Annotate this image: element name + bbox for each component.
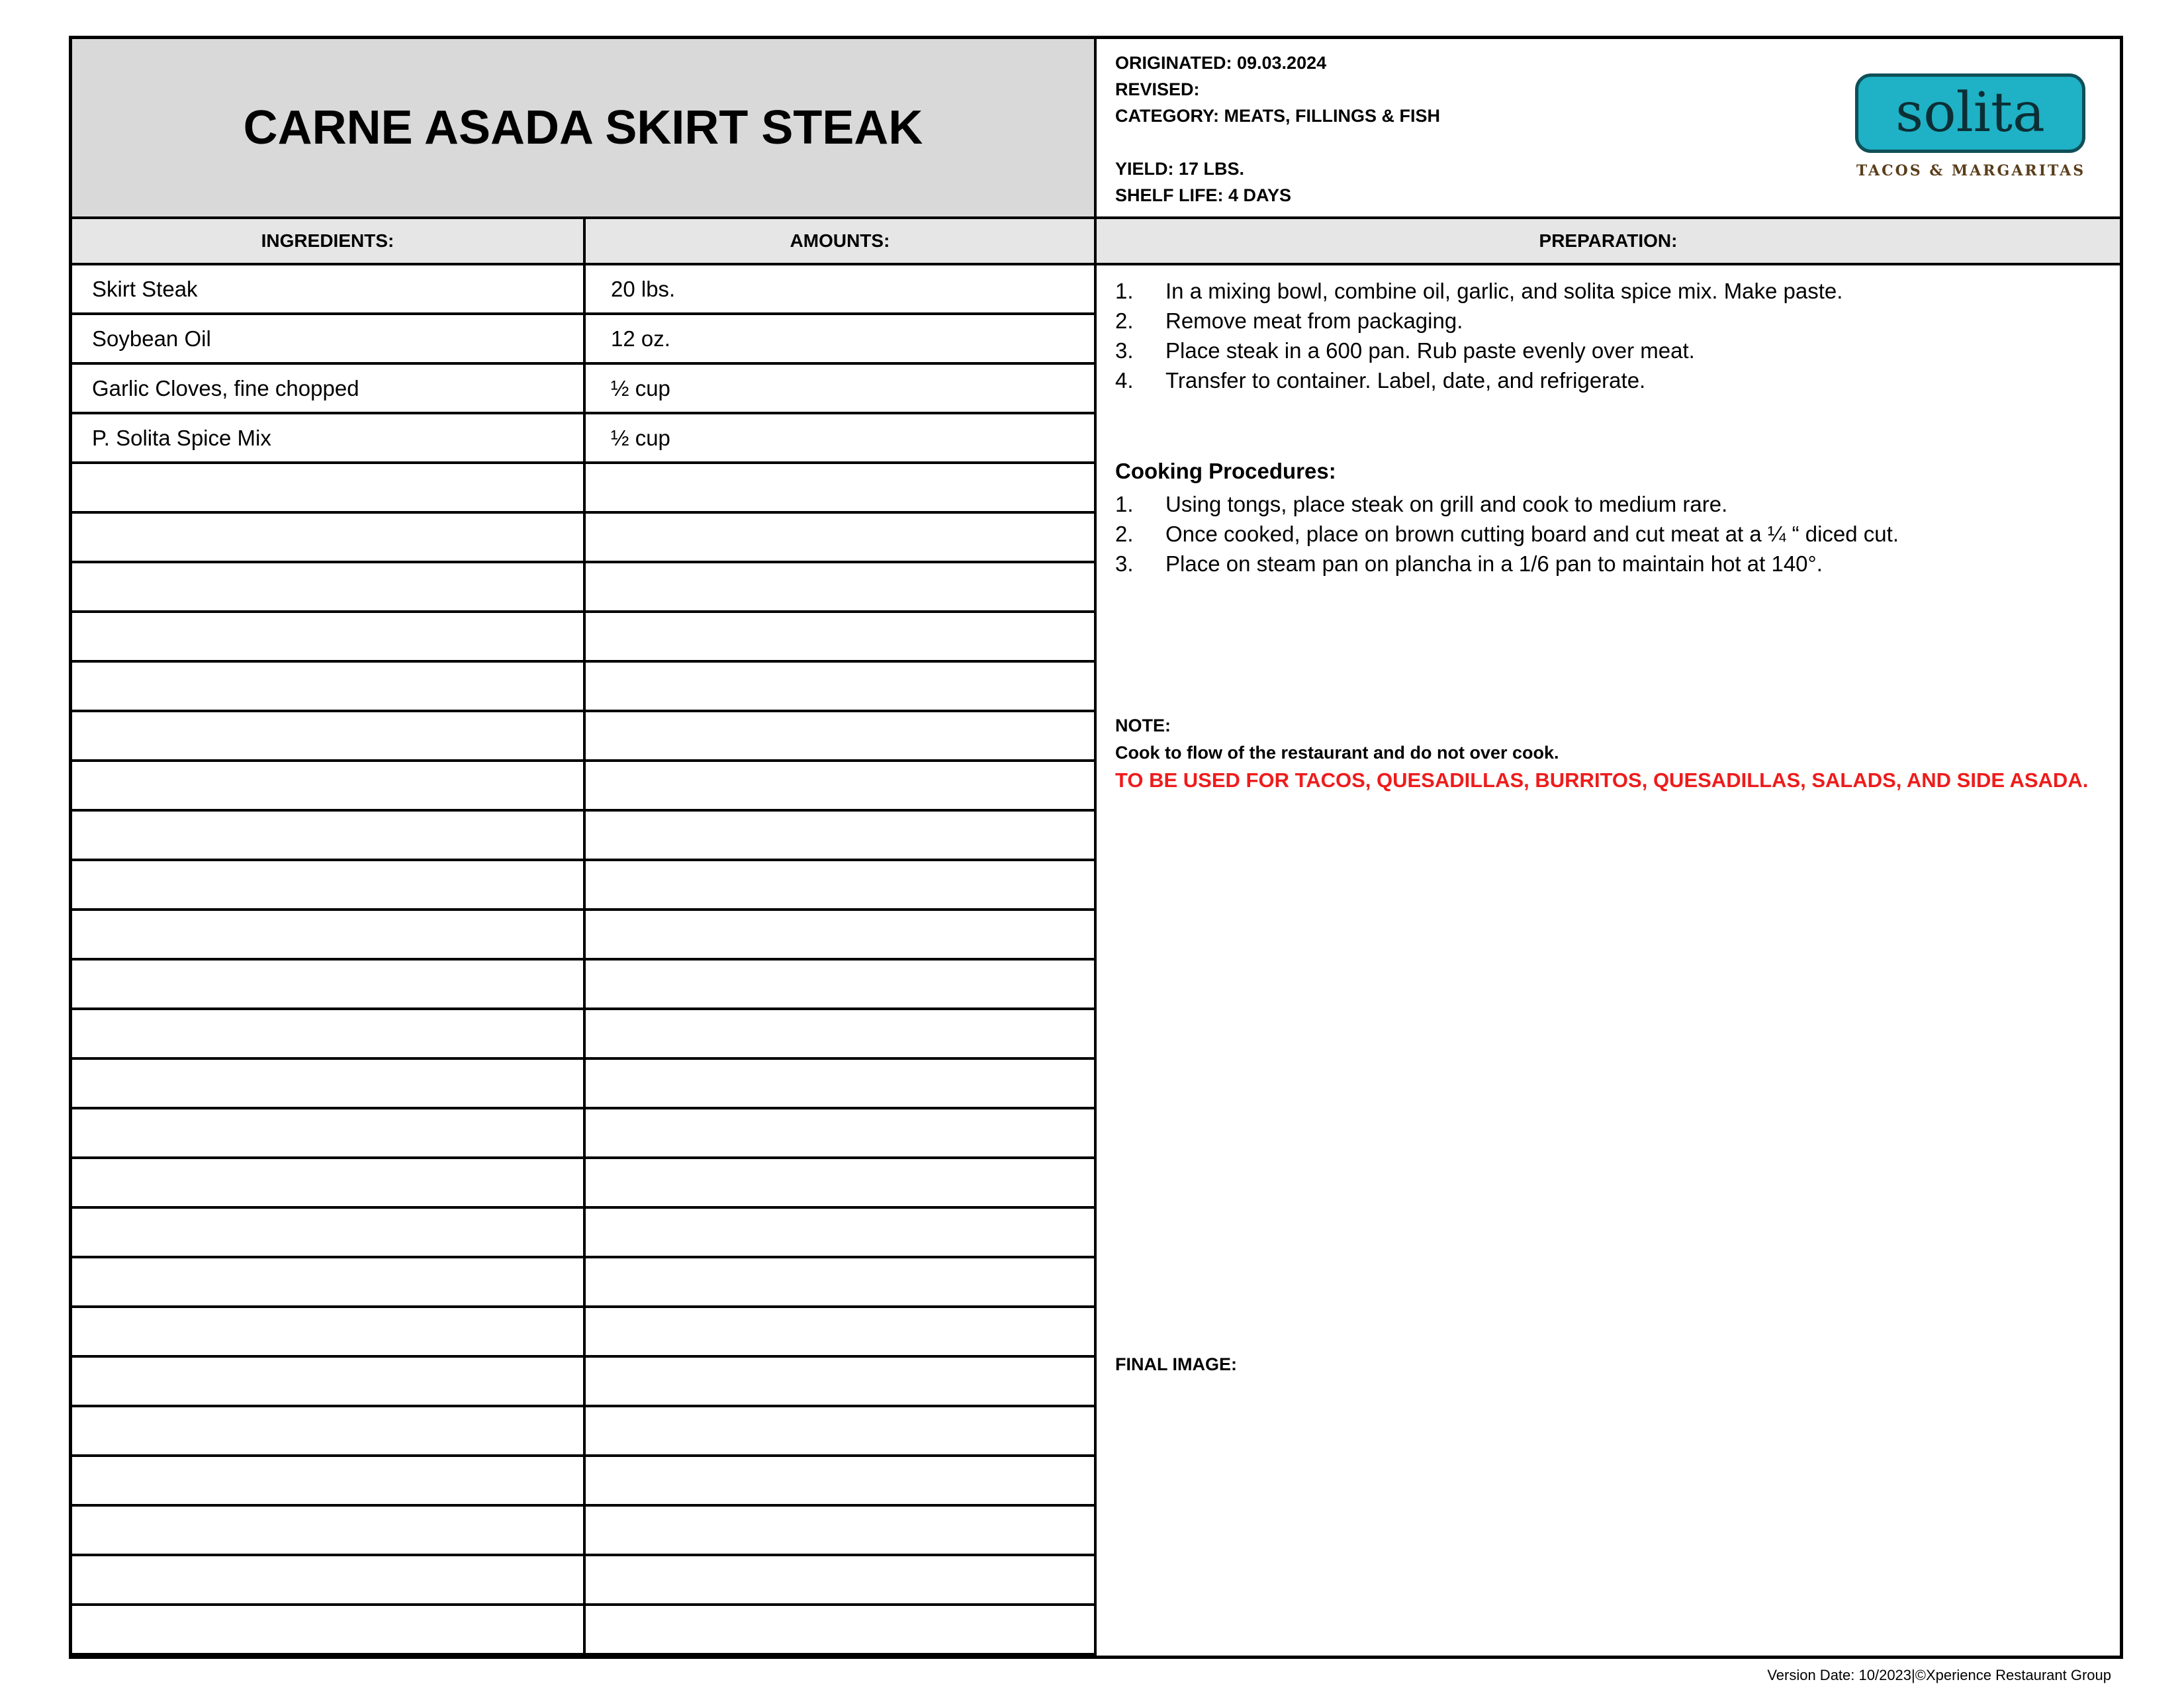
table-row <box>72 1258 1097 1308</box>
step-number: 1. <box>1115 279 1134 303</box>
step-number: 4. <box>1115 368 1134 393</box>
step-text: In a mixing bowl, combine oil, garlic, and solita spice mix. Make paste. <box>1165 279 1843 303</box>
ingredient-name <box>72 1457 586 1504</box>
ingredient-amount <box>586 1209 1097 1256</box>
ingredients-table <box>72 265 1097 1656</box>
logo-tagline: TACOS & MARGARITAS <box>1856 162 2086 179</box>
ingredient-amount <box>586 712 1097 759</box>
ingredient-name <box>72 563 586 610</box>
usage-warning: TO BE USED FOR TACOS, QUESADILLAS, BURRITOS, QUESADILLAS, SALADS, AND SIDE ASADA. <box>1115 769 2089 792</box>
ingredient-name: Skirt Steak <box>72 265 586 312</box>
originated-date: ORIGINATED: 09.03.2024 <box>1115 53 1327 73</box>
ingredient-name: Garlic Cloves, fine chopped <box>72 365 586 412</box>
ingredient-name <box>72 514 586 561</box>
recipe-title: CARNE ASADA SKIRT STEAK <box>243 101 923 154</box>
table-row <box>72 961 1097 1010</box>
ingredient-name <box>72 1407 586 1454</box>
final-image-label: FINAL IMAGE: <box>1115 1354 1237 1374</box>
ingredient-amount <box>586 762 1097 809</box>
shelf-life: SHELF LIFE: 4 DAYS <box>1115 185 1292 205</box>
logo-wordmark: solita <box>1895 81 2045 144</box>
step-text: Place steak in a 600 pan. Rub paste evenly over meat. <box>1165 338 1695 363</box>
table-row <box>72 365 1097 414</box>
yield: YIELD: 17 LBS. <box>1115 159 1245 179</box>
ingredient-amount <box>586 613 1097 660</box>
table-row <box>72 1159 1097 1209</box>
ingredient-amount <box>586 1258 1097 1305</box>
ingredient-amount <box>586 1358 1097 1405</box>
ingredient-amount <box>586 464 1097 511</box>
list-item <box>1115 489 2101 519</box>
ingredient-name <box>72 961 586 1008</box>
ingredient-amount <box>586 1606 1097 1653</box>
table-row <box>72 1308 1097 1358</box>
ingredient-name <box>72 1358 586 1405</box>
table-row <box>72 1556 1097 1606</box>
ingredient-name <box>72 1556 586 1603</box>
ingredient-name <box>72 1258 586 1305</box>
table-row <box>72 663 1097 712</box>
step-text: Transfer to container. Label, date, and refrigerate. <box>1165 368 1646 393</box>
cooking-procedures-title: Cooking Procedures: <box>1115 459 1336 483</box>
list-item <box>1115 306 2101 336</box>
table-row <box>72 911 1097 961</box>
list-item <box>1115 519 2101 549</box>
cooking-steps <box>1115 489 2101 579</box>
table-row <box>72 1457 1097 1507</box>
recipe-card <box>69 36 2123 1659</box>
table-row <box>72 762 1097 812</box>
ingredient-amount <box>586 1010 1097 1057</box>
ingredient-name <box>72 1010 586 1057</box>
meta-cell <box>1097 39 2120 219</box>
ingredient-name <box>72 1308 586 1355</box>
table-row <box>72 613 1097 663</box>
step-number: 3. <box>1115 551 1134 576</box>
table-row <box>72 563 1097 613</box>
ingredient-name <box>72 1060 586 1107</box>
step-number: 3. <box>1115 338 1134 363</box>
step-number: 2. <box>1115 308 1134 333</box>
table-row <box>72 1507 1097 1556</box>
table-row <box>72 1060 1097 1109</box>
ingredient-amount: ½ cup <box>586 365 1097 412</box>
ingredient-name <box>72 712 586 759</box>
table-row <box>72 514 1097 563</box>
ingredient-name <box>72 812 586 859</box>
table-row <box>72 712 1097 762</box>
table-row <box>72 861 1097 911</box>
table-row <box>72 1109 1097 1159</box>
table-row <box>72 1358 1097 1407</box>
solita-logo <box>1848 72 2093 224</box>
table-row <box>72 414 1097 464</box>
list-item <box>1115 365 2101 395</box>
ingredient-name <box>72 464 586 511</box>
table-row <box>72 265 1097 315</box>
step-text: Remove meat from packaging. <box>1165 308 1463 333</box>
ingredient-amount: 20 lbs. <box>586 265 1097 312</box>
ingredient-name <box>72 1209 586 1256</box>
ingredient-amount <box>586 1556 1097 1603</box>
revised-date: REVISED: <box>1115 79 1200 99</box>
list-item <box>1115 276 2101 306</box>
step-number: 2. <box>1115 522 1134 546</box>
ingredient-amount: 12 oz. <box>586 315 1097 362</box>
meta-info <box>1115 50 1440 209</box>
ingredient-amount <box>586 1457 1097 1504</box>
ingredient-amount: ½ cup <box>586 414 1097 461</box>
ingredient-amount <box>586 563 1097 610</box>
step-text: Place on steam pan on plancha in a 1/6 pan to maintain hot at 140°. <box>1165 551 1823 576</box>
ingredient-amount <box>586 514 1097 561</box>
ingredient-amount <box>586 961 1097 1008</box>
ingredient-amount <box>586 1060 1097 1107</box>
table-row <box>72 1407 1097 1457</box>
ingredient-name <box>72 1109 586 1156</box>
ingredient-amount <box>586 1109 1097 1156</box>
ingredient-name: P. Solita Spice Mix <box>72 414 586 461</box>
ingredient-name <box>72 762 586 809</box>
ingredient-amount <box>586 1308 1097 1355</box>
ingredient-name <box>72 613 586 660</box>
ingredient-amount <box>586 663 1097 710</box>
prep-steps <box>1115 276 2101 395</box>
ingredient-amount <box>586 861 1097 908</box>
ingredient-amount <box>586 1407 1097 1454</box>
list-item <box>1115 549 2101 579</box>
ingredient-name <box>72 911 586 958</box>
table-row <box>72 1010 1097 1060</box>
table-row <box>72 464 1097 514</box>
ingredient-name <box>72 861 586 908</box>
ingredient-name <box>72 1507 586 1554</box>
ingredient-name <box>72 1159 586 1206</box>
preparation-panel <box>1097 265 2120 1656</box>
ingredients-header: INGREDIENTS: <box>72 219 586 265</box>
step-text: Using tongs, place steak on grill and cook to medium rare. <box>1165 492 1728 516</box>
table-row <box>72 315 1097 365</box>
table-row <box>72 1209 1097 1258</box>
amounts-header: AMOUNTS: <box>586 219 1097 265</box>
ingredient-name <box>72 663 586 710</box>
step-text: Once cooked, place on brown cutting board and cut meat at a ¼ “ diced cut. <box>1165 522 1899 546</box>
category: CATEGORY: MEATS, FILLINGS & FISH <box>1115 106 1440 126</box>
preparation-header: PREPARATION: <box>1097 219 2120 265</box>
logo-badge <box>1855 73 2085 153</box>
table-row <box>72 1606 1097 1656</box>
table-row <box>72 812 1097 861</box>
ingredient-amount <box>586 1507 1097 1554</box>
ingredient-amount <box>586 1159 1097 1206</box>
list-item <box>1115 336 2101 365</box>
version-footer: Version Date: 10/2023|©Xperience Restaurant Group <box>1767 1667 2111 1683</box>
title-cell <box>72 39 1097 219</box>
step-number: 1. <box>1115 492 1134 516</box>
ingredient-name <box>72 1606 586 1653</box>
note-label: NOTE: <box>1115 716 1171 735</box>
ingredient-amount <box>586 911 1097 958</box>
ingredient-amount <box>586 812 1097 859</box>
note-text: Cook to flow of the restaurant and do not over cook. <box>1115 743 1559 763</box>
ingredient-name: Soybean Oil <box>72 315 586 362</box>
